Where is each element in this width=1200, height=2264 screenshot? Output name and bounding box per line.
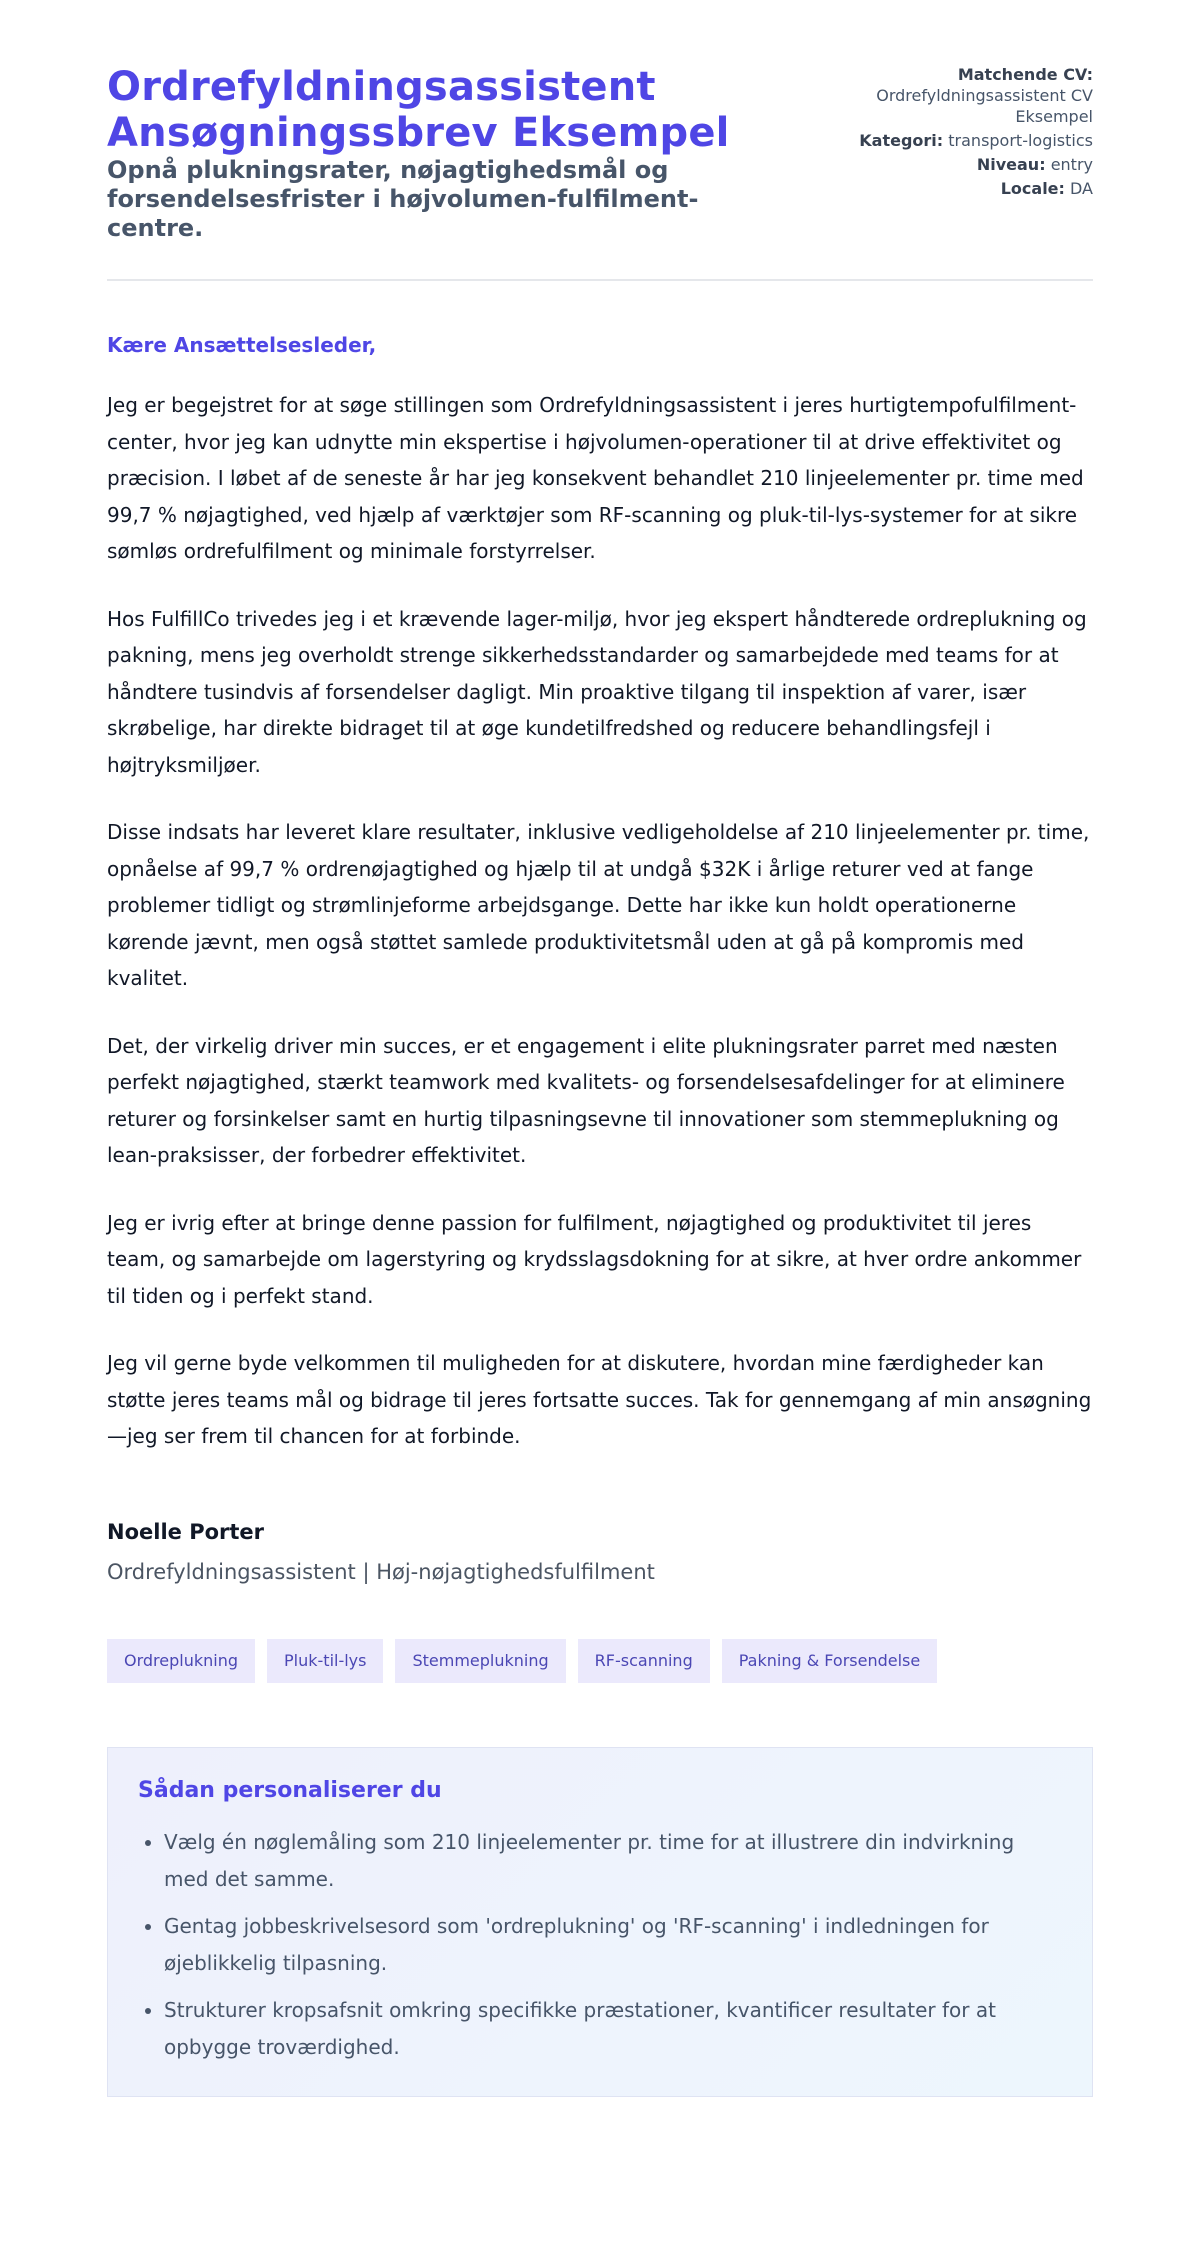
letter-paragraph: Jeg er ivrig efter at bringe denne passion for fulfilment, nøjagtighed og produktivitet til jeres team, og samarbejde om lagerstyring og krydsslagsdokning for at sikre, at hver ordre ankommer til tiden og i perfekt stand.: [107, 1210, 1082, 1308]
header-titles: [107, 64, 767, 243]
tip-item: • Strukturer kropsafsnit omkring specifikke præstationer, kvantificer resultater for at opbygge troværdighed.: [164, 1992, 1062, 2066]
page-subtitle: Opnå plukningsrater, nøjagtighedsmål og forsendelsesfrister i højvolumen-fulfilment-centre.: [107, 156, 699, 242]
signature-role: Ordrefyldningsassistent | Høj-nøjagtighedsfulfilment: [107, 1559, 655, 1584]
skill-tag: Stemmeplukning: [395, 1639, 565, 1683]
meta-label: Matchende CV:: [957, 65, 1093, 84]
letter-body: [107, 331, 1093, 1455]
meta-value: entry: [1050, 155, 1093, 174]
meta-value: transport-logistics: [948, 131, 1093, 150]
letter-paragraph: Disse indsats har leveret klare resultater, inklusive vedligeholdelse af 210 linjeelementer pr. time, opnåelse af 99,7 % ordrenøjagtighed og hjælp til at undgå $32K i årlige returer ved at fange problemer tidligt og strømlinjeforme arbejdsgange. Dette har ikke kun holdt operationerne kørende jævnt, men også støttet samlede produktivitetsmål uden at gå på kompromis med kvalitet.: [107, 820, 1090, 990]
signature-name: Noelle Porter: [107, 1519, 265, 1544]
tips-title: Sådan personaliserer du: [138, 1777, 442, 1803]
tip-item: • Vælg én nøglemåling som 210 linjeelementer pr. time for at illustrere din indvirkning med det samme.: [164, 1824, 1062, 1898]
letter-paragraph: Jeg er begejstret for at søge stillingen som Ordrefyldningsassistent i jeres hurtigtempofulfilment-center, hvor jeg kan udnytte min ekspertise i højvolumen-operationer til at drive effektivitet og præcision. I løbet af de seneste år har jeg konsekvent behandlet 210 linjeelementer pr. time med 99,7 % nøjagtighed, ved hjælp af værktøjer som RF-scanning og pluk-til-lys-systemer for at sikre sømløs ordrefulfilment og minimale forstyrrelser.: [107, 393, 1084, 563]
meta-level: [833, 154, 1093, 175]
skill-tags: [107, 1639, 1093, 1683]
meta-label: Kategori:: [859, 131, 944, 150]
letter-paragraph: Jeg vil gerne byde velkommen til muligheden for at diskutere, hvordan mine færdigheder kan støtte jeres teams mål og bidrage til jeres fortsatte succes. Tak for gennemgang af min ansøgning—jeg ser frem til chancen for at forbinde.: [107, 1351, 1092, 1448]
meta-label: Locale:: [1000, 179, 1065, 198]
meta-category: [833, 130, 1093, 151]
meta-panel: [833, 64, 1093, 202]
page-header: [107, 64, 1093, 281]
meta-label: Niveau:: [976, 155, 1046, 174]
letter-greeting: Kære Ansættelsesleder,: [107, 333, 377, 357]
letter-paragraph: Det, der virkelig driver min succes, er et engagement i elite plukningsrater parret med næsten perfekt nøjagtighed, stærkt teamwork med kvalitets- og forsendelsesafdelinger for at eliminere returer og forsinkelser samt en hurtig tilpasningsevne til innovationer som stemmeplukning og lean-praksisser, der forbedrer effektivitet.: [107, 1033, 1065, 1167]
meta-locale: [833, 178, 1093, 199]
letter-paragraph: Hos FulfillCo trivedes jeg i et krævende lager-miljø, hvor jeg ekspert håndterede ordreplukning og pakning, mens jeg overholdt strenge sikkerhedsstandarder og samarbejdede med teams for at håndtere tusindvis af forsendelser dagligt. Min proaktive tilgang til inspektion af varer, især skrøbelige, har direkte bidraget til at øge kundetilfredshed og reducere behandlingsfejl i højtryksmiljøer.: [107, 606, 1087, 777]
page-title: Ordrefyldningsassistent Ansøgningssbrev Eksempel: [107, 64, 730, 156]
meta-matching-cv: [833, 64, 1093, 127]
tip-item: • Gentag jobbeskrivelsesord som 'ordreplukning' og 'RF-scanning' i indledningen for øjeblikkelig tilpasning.: [164, 1908, 1062, 1982]
meta-value: Ordrefyldningsassistent CV Eksempel: [876, 86, 1093, 126]
tips-list: [138, 1824, 1062, 2066]
skill-tag: Pluk-til-lys: [267, 1639, 383, 1683]
skill-tag: Ordreplukning: [107, 1639, 255, 1683]
signature-block: [107, 1517, 1093, 1587]
personalization-tips: [107, 1747, 1093, 2097]
meta-value: DA: [1070, 179, 1093, 198]
skill-tag: Pakning & Forsendelse: [722, 1639, 937, 1683]
skill-tag: RF-scanning: [578, 1639, 710, 1683]
